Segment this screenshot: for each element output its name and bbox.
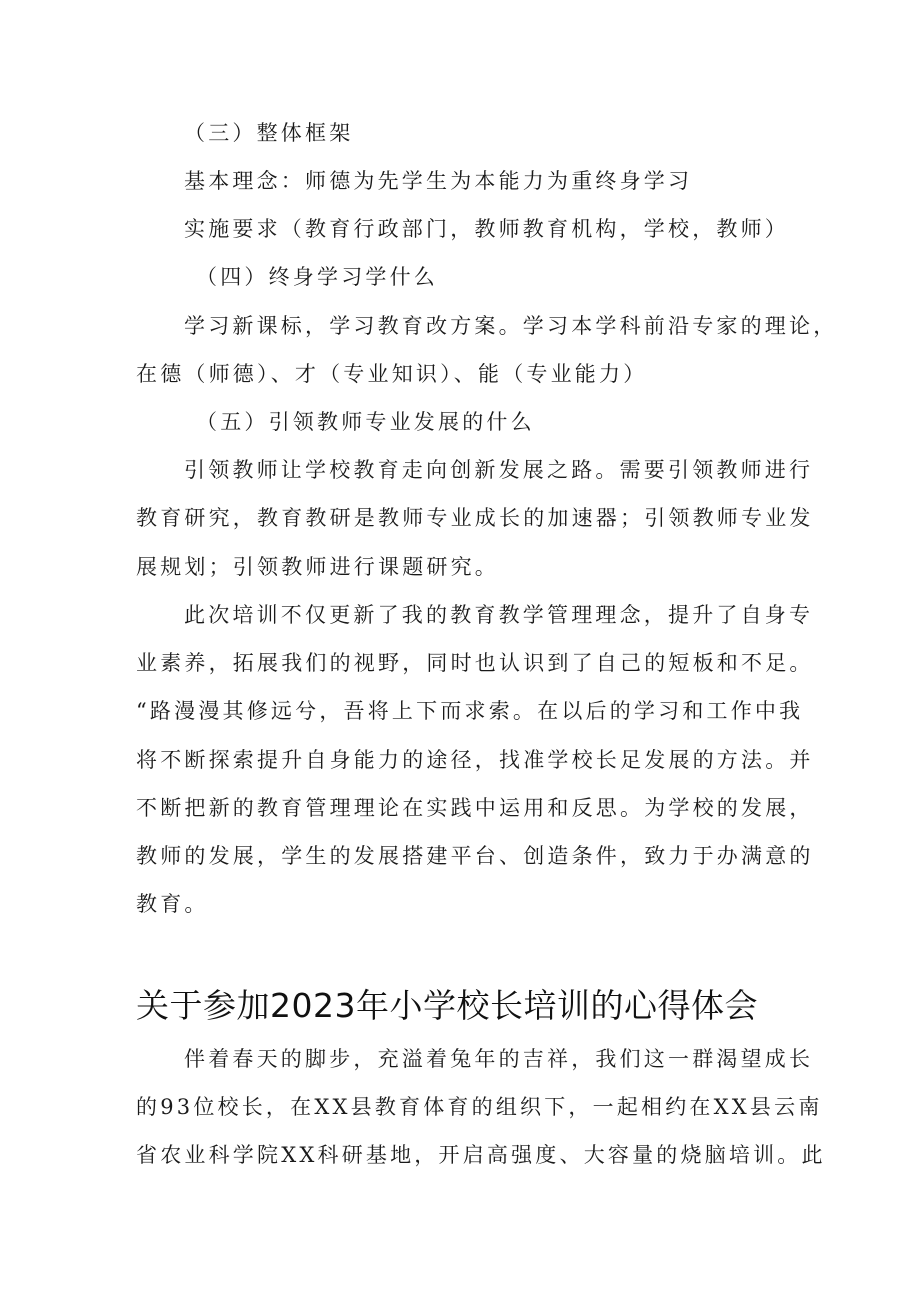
paragraph-line: 将不断探索提升自身能力的途径，找准学校长足发展的方法。并 bbox=[136, 748, 814, 772]
paragraph-line: 教育研究，教育教研是教师专业成长的加速器；引领教师专业发 bbox=[136, 506, 814, 530]
paragraph-line: 在德（师德）、才（专业知识）、能（专业能力） bbox=[136, 362, 648, 386]
paragraph-line: 伴着春天的脚步，充溢着兔年的吉祥，我们这一群渴望成长 bbox=[184, 1047, 814, 1071]
paragraph-line: 展规划；引领教师进行课题研究。 bbox=[136, 555, 499, 579]
paragraph-line: 基本理念：师德为先学生为本能力为重终身学习 bbox=[184, 169, 693, 193]
paragraph-line: 引领教师让学校教育走向创新发展之路。需要引领教师进行 bbox=[184, 458, 814, 482]
paragraph-line: 教师的发展，学生的发展搭建平台、创造条件，致力于办满意的 bbox=[136, 844, 814, 868]
paragraph-line: 学习新课标，学习教育改方案。学习本学科前沿专家的理论， bbox=[184, 314, 838, 338]
article-title: 关于参加2023年小学校长培训的心得体会 bbox=[136, 986, 758, 1025]
paragraph-line: “路漫漫其修远兮，吾将上下而求索。在以后的学习和工作中我 bbox=[136, 699, 804, 723]
section-heading-3: （三）整体框架 bbox=[184, 121, 354, 145]
section-heading-4: （四）终身学习学什么 bbox=[196, 265, 438, 289]
section-heading-5: （五）引领教师专业发展的什么 bbox=[196, 410, 535, 434]
paragraph-line: 业素养，拓展我们的视野，同时也认识到了自己的短板和不足。 bbox=[136, 651, 814, 675]
paragraph-line: 不断把新的教育管理理论在实践中运用和反思。为学校的发展， bbox=[136, 796, 814, 820]
paragraph-line: 此次培训不仅更新了我的教育教学管理理念，提升了自身专 bbox=[184, 603, 814, 627]
paragraph-line: 省农业科学院XX科研基地，开启高强度、大容量的烧脑培训。此 bbox=[136, 1143, 826, 1167]
paragraph-line: 教育。 bbox=[136, 892, 209, 916]
paragraph-line: 实施要求（教育行政部门，教师教育机构，学校，教师） bbox=[184, 217, 789, 241]
paragraph-line: 的93位校长，在XX县教育体育的组织下，一起相约在XX县云南 bbox=[136, 1095, 823, 1119]
